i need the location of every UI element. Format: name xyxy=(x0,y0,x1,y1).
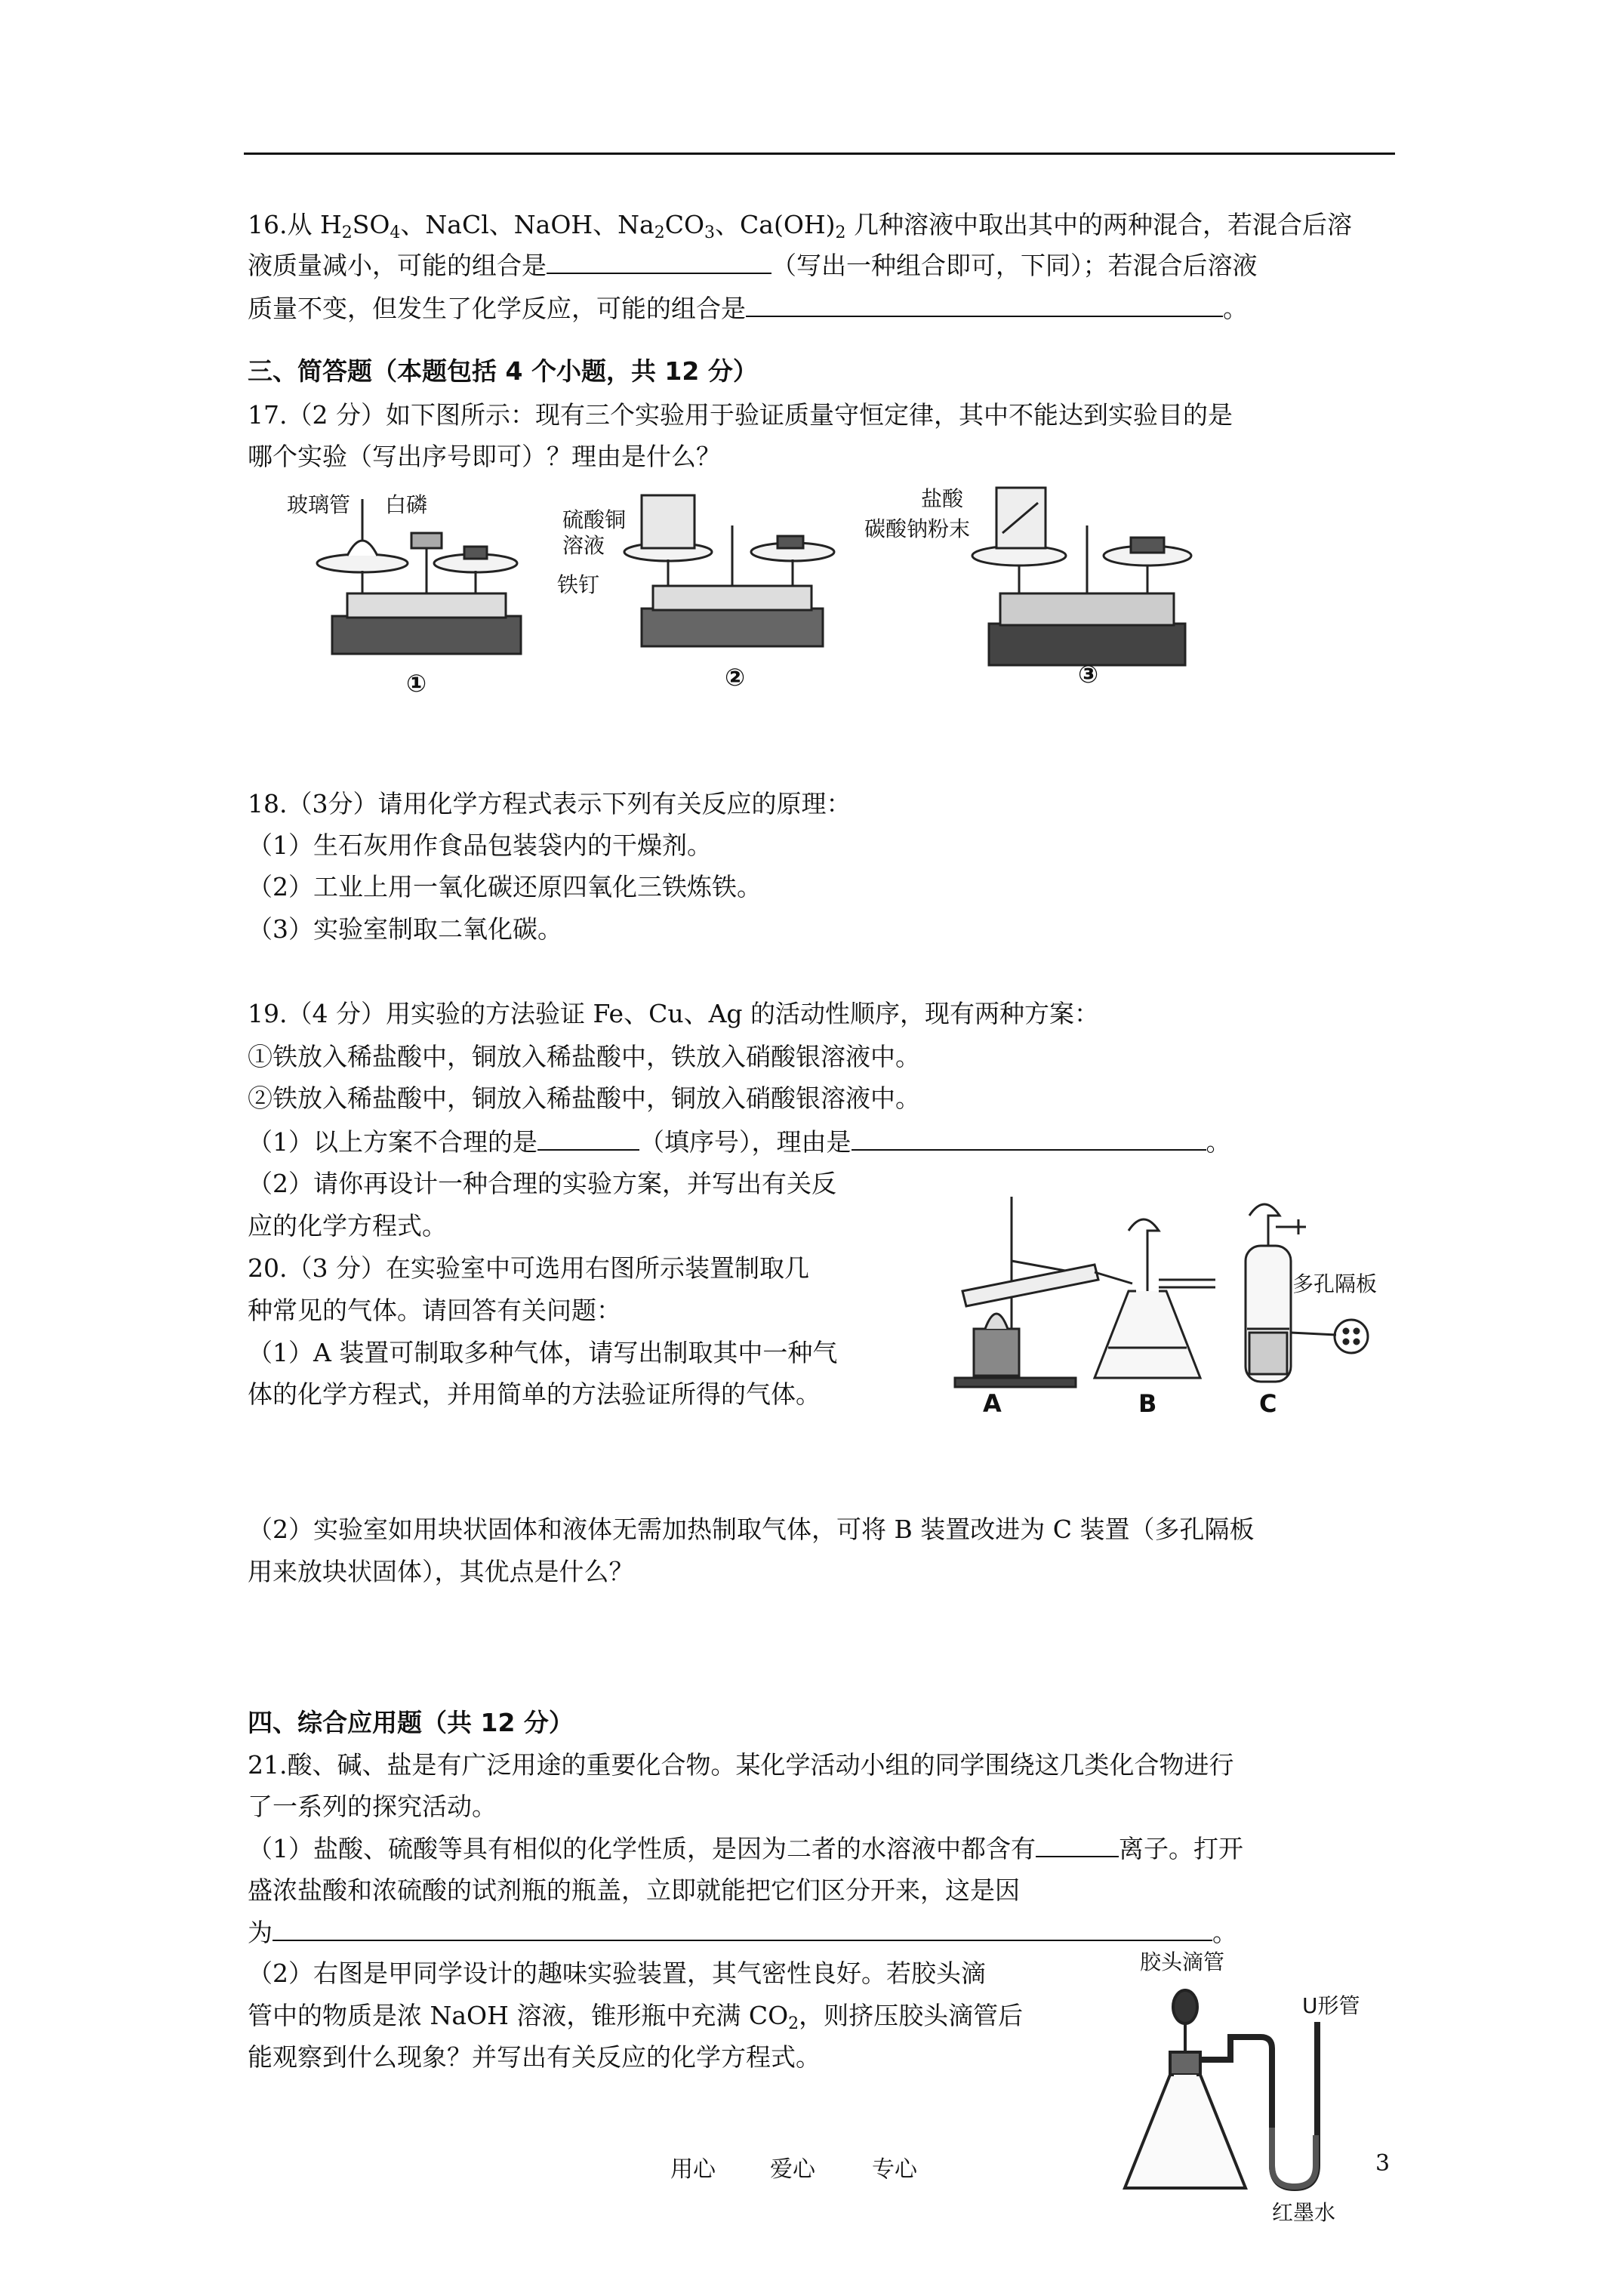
label-apparatus-b: B xyxy=(1138,1389,1157,1418)
label-sodium-carbonate: 碳酸钠粉末 xyxy=(864,516,971,541)
text: 离子。打开 xyxy=(1119,1834,1243,1863)
answer-blank[interactable] xyxy=(537,1126,639,1151)
subscript: 2 xyxy=(654,223,665,242)
q20-line-2: 种常见的气体。请回答有关问题： xyxy=(248,1296,621,1325)
label-apparatus-a: A xyxy=(983,1389,1002,1418)
balance-3 xyxy=(972,488,1191,665)
q19-line-1: 19.（4 分）用实验的方法验证 Fe、Cu、Ag 的活动性顺序，现有两种方案： xyxy=(248,999,1100,1028)
apparatus-b xyxy=(1095,1219,1215,1378)
label-dropper: 胶头滴管 xyxy=(1140,1949,1225,1974)
utube-apparatus xyxy=(1125,1990,1317,2188)
answer-blank[interactable] xyxy=(273,1917,1212,1941)
label-glass-tube: 玻璃管 xyxy=(287,492,351,517)
q18-line-3: （2）工业上用一氧化碳还原四氧化三铁炼铁。 xyxy=(248,872,762,901)
text: （1）以上方案不合理的是 xyxy=(248,1127,537,1157)
q21-line-1: 21.酸、碱、盐是有广泛用途的重要化合物。某化学活动小组的同学围绕这几类化合物进行 xyxy=(248,1750,1234,1780)
footer-word-1: 用心 xyxy=(670,2156,716,2183)
header-rule xyxy=(244,153,1395,155)
q20-line-6: 用来放块状固体），其优点是什么？ xyxy=(248,1557,634,1586)
q20-line-3: （1）A 装置可制取多种气体，请写出制取其中一种气 xyxy=(248,1338,838,1367)
q18-line-1: 18.（3分）请用化学方程式表示下列有关反应的原理： xyxy=(248,789,852,818)
section-4-title: 四、综合应用题（共 12 分） xyxy=(248,1708,574,1737)
label-hydrochloric-acid: 盐酸 xyxy=(921,486,964,511)
balance-figure xyxy=(272,480,1253,707)
label-u-tube: U形管 xyxy=(1302,1993,1360,2018)
caption-1: ① xyxy=(406,669,427,698)
subscript: 2 xyxy=(341,223,353,242)
utube-figure xyxy=(1110,1946,1412,2226)
apparatus-figure xyxy=(944,1178,1412,1419)
label-iron-nail: 铁钉 xyxy=(557,572,600,597)
q16-line-1 xyxy=(248,210,1352,248)
text: 几种溶液中取出其中的两种混合，若混合后溶 xyxy=(845,210,1353,239)
balance-1 xyxy=(317,499,521,654)
answer-blank[interactable] xyxy=(852,1126,1206,1151)
label-cuso4-line2: 溶液 xyxy=(562,533,605,558)
text: （填序号），理由是 xyxy=(639,1127,852,1157)
q17-line-2: 哪个实验（写出序号即可）？理由是什么？ xyxy=(248,442,721,471)
answer-blank[interactable] xyxy=(547,250,771,274)
q20-line-1: 20.（3 分）在实验室中可选用右图所示装置制取几 xyxy=(248,1253,809,1283)
q16-line-2 xyxy=(248,250,1258,281)
q19-line-3: ②铁放入稀盐酸中，铜放入稀盐酸中，铜放入硝酸银溶液中。 xyxy=(248,1083,920,1113)
text: 。 xyxy=(1206,1127,1231,1157)
text: 液质量减小，可能的组合是 xyxy=(248,251,547,280)
text: 为 xyxy=(248,1918,273,1947)
text: CO xyxy=(664,210,705,239)
subscript: 2 xyxy=(835,223,846,242)
text: （1）盐酸、硫酸等具有相似的化学性质，是因为二者的水溶液中都含有 xyxy=(248,1834,1036,1863)
subscript: 4 xyxy=(390,223,401,242)
page-number: 3 xyxy=(1375,2150,1390,2177)
text: SO xyxy=(352,210,390,239)
caption-2: ② xyxy=(725,663,746,692)
footer-word-2: 爱心 xyxy=(770,2156,815,2183)
caption-3: ③ xyxy=(1078,660,1099,689)
text: 质量不变，但发生了化学反应，可能的组合是 xyxy=(248,294,746,323)
q20-line-4: 体的化学方程式，并用简单的方法验证所得的气体。 xyxy=(248,1379,821,1409)
section-3-title: 三、简答题（本题包括 4 个小题，共 12 分） xyxy=(248,356,758,386)
answer-blank[interactable] xyxy=(1036,1833,1119,1857)
q21-line-8: 能观察到什么现象？并写出有关反应的化学方程式。 xyxy=(248,2042,821,2072)
q21-line-5 xyxy=(248,1917,1237,1948)
subscript: 3 xyxy=(704,223,716,242)
q21-line-7 xyxy=(248,2001,1023,2039)
text: （写出一种组合即可，下同）；若混合后溶液 xyxy=(771,251,1258,280)
label-cuso4-line1: 硫酸铜 xyxy=(562,507,627,532)
subscript: 2 xyxy=(788,2014,799,2033)
q18-line-2: （1）生石灰用作食品包装袋内的干燥剂。 xyxy=(248,831,712,860)
q21-line-2: 了一系列的探究活动。 xyxy=(248,1792,497,1821)
q16-line-3 xyxy=(248,293,1248,324)
q19-line-5: （2）请你再设计一种合理的实验方案，并写出有关反 xyxy=(248,1169,836,1198)
q18-line-4: （3）实验室制取二氧化碳。 xyxy=(248,914,562,944)
q21-line-6: （2）右图是甲同学设计的趣味实验装置，其气密性良好。若胶头滴 xyxy=(248,1959,986,1988)
footer-word-3: 专心 xyxy=(872,2156,917,2183)
q21-line-4: 盛浓盐酸和浓硫酸的试剂瓶的瓶盖，立即就能把它们区分开来，这是因 xyxy=(248,1875,1020,1905)
text: 16.从 H xyxy=(248,210,342,239)
q19-line-2: ①铁放入稀盐酸中，铜放入稀盐酸中，铁放入硝酸银溶液中。 xyxy=(248,1042,920,1071)
q19-line-6: 应的化学方程式。 xyxy=(248,1211,447,1240)
text: 、Ca(OH) xyxy=(715,210,836,239)
q17-line-1: 17.（2 分）如下图所示：现有三个实验用于验证质量守恒定律，其中不能达到实验目的是 xyxy=(248,400,1233,430)
q21-line-3 xyxy=(248,1833,1243,1864)
text: 。 xyxy=(1223,294,1248,323)
text: 、NaCl、NaOH、Na xyxy=(400,210,654,239)
text: ，则挤压胶头滴管后 xyxy=(799,2001,1024,2030)
balance-2 xyxy=(624,495,834,646)
text: 。 xyxy=(1212,1918,1237,1947)
label-apparatus-c: C xyxy=(1259,1389,1277,1418)
text: 管中的物质是浓 NaOH 溶液，锥形瓶中充满 CO xyxy=(248,2001,789,2030)
label-white-phosphorus: 白磷 xyxy=(385,492,428,517)
q19-line-4 xyxy=(248,1126,1231,1157)
answer-blank[interactable] xyxy=(746,293,1223,317)
label-porous-plate: 多孔隔板 xyxy=(1292,1271,1378,1296)
q20-line-5: （2）实验室如用块状固体和液体无需加热制取气体，可将 B 装置改进为 C 装置（多孔隔板 xyxy=(248,1515,1255,1544)
label-red-ink: 红墨水 xyxy=(1272,2200,1336,2225)
